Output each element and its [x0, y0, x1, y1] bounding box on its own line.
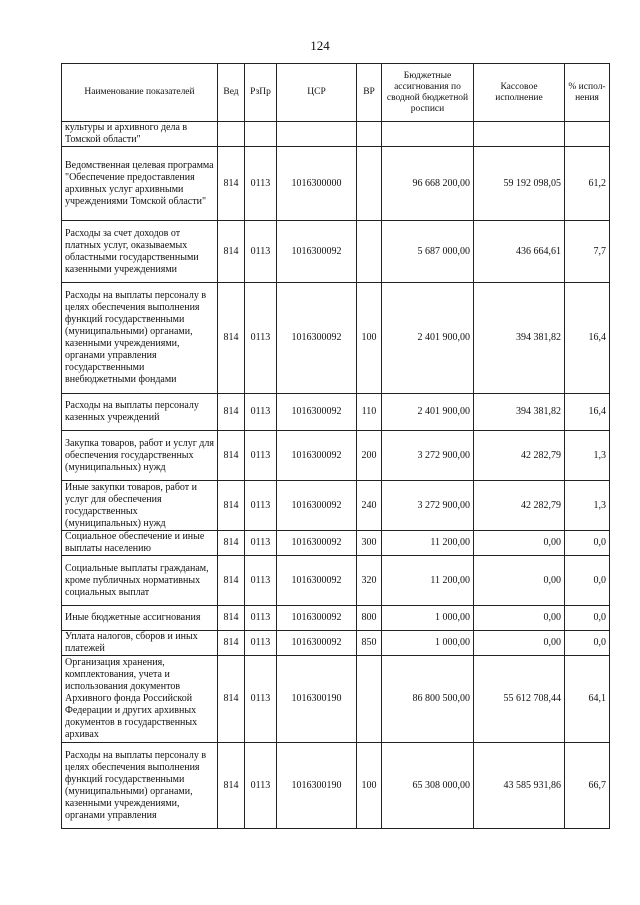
- row-rzpr: 0113: [245, 221, 277, 283]
- row-cash: 0,00: [474, 556, 565, 606]
- row-rzpr: 0113: [245, 283, 277, 394]
- row-csr: 1016300092: [277, 221, 357, 283]
- table-row: [62, 122, 610, 147]
- row-percent: 7,7: [565, 221, 610, 283]
- row-ved: 814: [218, 656, 245, 743]
- row-percent: 0,0: [565, 556, 610, 606]
- row-ved: 814: [218, 556, 245, 606]
- row-vr: [357, 147, 382, 221]
- row-budget: 1 000,00: [382, 631, 474, 656]
- row-cash: 436 664,61: [474, 221, 565, 283]
- row-rzpr: 0113: [245, 394, 277, 431]
- row-rzpr: 0113: [245, 743, 277, 829]
- row-cash: 394 381,82: [474, 283, 565, 394]
- row-vr: 850: [357, 631, 382, 656]
- row-rzpr: 0113: [245, 606, 277, 631]
- header-rzpr: РзПр: [245, 64, 277, 122]
- row-percent: 0,0: [565, 631, 610, 656]
- row-percent: 1,3: [565, 431, 610, 481]
- row-cash: 59 192 098,05: [474, 147, 565, 221]
- row-percent: 16,4: [565, 394, 610, 431]
- row-cash: 0,00: [474, 631, 565, 656]
- header-vr: ВР: [357, 64, 382, 122]
- row-ved: 814: [218, 743, 245, 829]
- row-csr: 1016300092: [277, 556, 357, 606]
- table-row: [62, 283, 610, 394]
- row-percent: [565, 122, 610, 147]
- row-csr: 1016300092: [277, 606, 357, 631]
- row-budget: 5 687 000,00: [382, 221, 474, 283]
- row-percent: 16,4: [565, 283, 610, 394]
- table-row: [62, 431, 610, 481]
- table-row: [62, 656, 610, 743]
- table-row: [62, 147, 610, 221]
- row-percent: 61,2: [565, 147, 610, 221]
- row-vr: 200: [357, 431, 382, 481]
- row-vr: [357, 656, 382, 743]
- row-budget: 1 000,00: [382, 606, 474, 631]
- row-csr: 1016300000: [277, 147, 357, 221]
- row-name: Социальное обеспечение и иные выплаты населению: [62, 531, 218, 556]
- header-percent: % испол-нения: [565, 64, 610, 122]
- row-vr: 300: [357, 531, 382, 556]
- row-cash: 42 282,79: [474, 431, 565, 481]
- row-name: Расходы за счет доходов от платных услуг, оказываемых областными государственными казенными учреждениями: [62, 221, 218, 283]
- row-cash: 394 381,82: [474, 394, 565, 431]
- header-cash: Кассовое исполнение: [474, 64, 565, 122]
- table-row: [62, 481, 610, 531]
- row-vr: 240: [357, 481, 382, 531]
- table-row: [62, 531, 610, 556]
- row-rzpr: 0113: [245, 147, 277, 221]
- row-csr: 1016300092: [277, 283, 357, 394]
- row-budget: 3 272 900,00: [382, 481, 474, 531]
- row-vr: 800: [357, 606, 382, 631]
- row-csr: 1016300092: [277, 431, 357, 481]
- row-rzpr: 0113: [245, 481, 277, 531]
- row-vr: 110: [357, 394, 382, 431]
- row-csr: 1016300092: [277, 531, 357, 556]
- row-vr: 320: [357, 556, 382, 606]
- budget-execution-table: [61, 63, 610, 829]
- row-name: Иные бюджетные ассигнования: [62, 606, 218, 631]
- row-percent: 66,7: [565, 743, 610, 829]
- table-row: [62, 631, 610, 656]
- header-ved: Вед: [218, 64, 245, 122]
- row-vr: 100: [357, 743, 382, 829]
- row-percent: 0,0: [565, 606, 610, 631]
- row-percent: 64,1: [565, 656, 610, 743]
- row-name: Расходы на выплаты персоналу казенных учреждений: [62, 394, 218, 431]
- table-row: [62, 394, 610, 431]
- row-budget: 3 272 900,00: [382, 431, 474, 481]
- row-cash: 0,00: [474, 531, 565, 556]
- row-csr: 1016300092: [277, 394, 357, 431]
- row-percent: 1,3: [565, 481, 610, 531]
- row-rzpr: 0113: [245, 556, 277, 606]
- row-name: Иные закупки товаров, работ и услуг для обеспечения государственных (муниципальных) нужд: [62, 481, 218, 531]
- table-row: [62, 221, 610, 283]
- row-budget: [382, 122, 474, 147]
- row-rzpr: 0113: [245, 531, 277, 556]
- row-cash: [474, 122, 565, 147]
- row-name: Закупка товаров, работ и услуг для обеспечения государственных (муниципальных) нужд: [62, 431, 218, 481]
- row-budget: 11 200,00: [382, 531, 474, 556]
- row-ved: 814: [218, 431, 245, 481]
- row-name: Расходы на выплаты персоналу в целях обеспечения выполнения функций государственными (муниципальными) органами, казенными учреждениями, органами управления государственными внебюджетными фондами: [62, 283, 218, 394]
- row-budget: 2 401 900,00: [382, 283, 474, 394]
- row-ved: 814: [218, 147, 245, 221]
- row-ved: 814: [218, 531, 245, 556]
- row-rzpr: 0113: [245, 656, 277, 743]
- row-cash: 55 612 708,44: [474, 656, 565, 743]
- table-row: [62, 606, 610, 631]
- row-ved: 814: [218, 481, 245, 531]
- row-rzpr: [245, 122, 277, 147]
- row-vr: [357, 221, 382, 283]
- header-csr: ЦСР: [277, 64, 357, 122]
- header-name: Наименование показателей: [62, 64, 218, 122]
- row-csr: 1016300092: [277, 481, 357, 531]
- page-number: 124: [310, 38, 330, 53]
- row-name: Организация хранения, комплектования, учета и использования документов Архивного фонда Российской Федерации и других архивных документов в государственных архивах: [62, 656, 218, 743]
- row-ved: [218, 122, 245, 147]
- row-vr: 100: [357, 283, 382, 394]
- table-header-row: [62, 64, 610, 122]
- row-cash: 43 585 931,86: [474, 743, 565, 829]
- row-csr: 1016300092: [277, 631, 357, 656]
- row-rzpr: 0113: [245, 431, 277, 481]
- row-ved: 814: [218, 606, 245, 631]
- row-csr: [277, 122, 357, 147]
- row-ved: 814: [218, 631, 245, 656]
- row-vr: [357, 122, 382, 147]
- row-name: Расходы на выплаты персоналу в целях обеспечения выполнения функций государственными (муниципальными) органами, казенными учреждениями, органами управления: [62, 743, 218, 829]
- row-rzpr: 0113: [245, 631, 277, 656]
- row-budget: 11 200,00: [382, 556, 474, 606]
- row-name: Ведомственная целевая программа "Обеспечение предоставления архивных услуг архивными учреждениями Томской области": [62, 147, 218, 221]
- row-name: Социальные выплаты гражданам, кроме публичных нормативных социальных выплат: [62, 556, 218, 606]
- row-name: Уплата налогов, сборов и иных платежей: [62, 631, 218, 656]
- row-name: культуры и архивного дела в Томской области": [62, 122, 218, 147]
- row-budget: 2 401 900,00: [382, 394, 474, 431]
- header-budget: Бюджетные ассигнования по сводной бюджетной росписи: [382, 64, 474, 122]
- table-row: [62, 743, 610, 829]
- row-ved: 814: [218, 283, 245, 394]
- row-csr: 1016300190: [277, 656, 357, 743]
- row-ved: 814: [218, 394, 245, 431]
- row-ved: 814: [218, 221, 245, 283]
- row-csr: 1016300190: [277, 743, 357, 829]
- table-row: [62, 556, 610, 606]
- row-budget: 65 308 000,00: [382, 743, 474, 829]
- row-percent: 0,0: [565, 531, 610, 556]
- row-budget: 96 668 200,00: [382, 147, 474, 221]
- row-budget: 86 800 500,00: [382, 656, 474, 743]
- row-cash: 42 282,79: [474, 481, 565, 531]
- row-cash: 0,00: [474, 606, 565, 631]
